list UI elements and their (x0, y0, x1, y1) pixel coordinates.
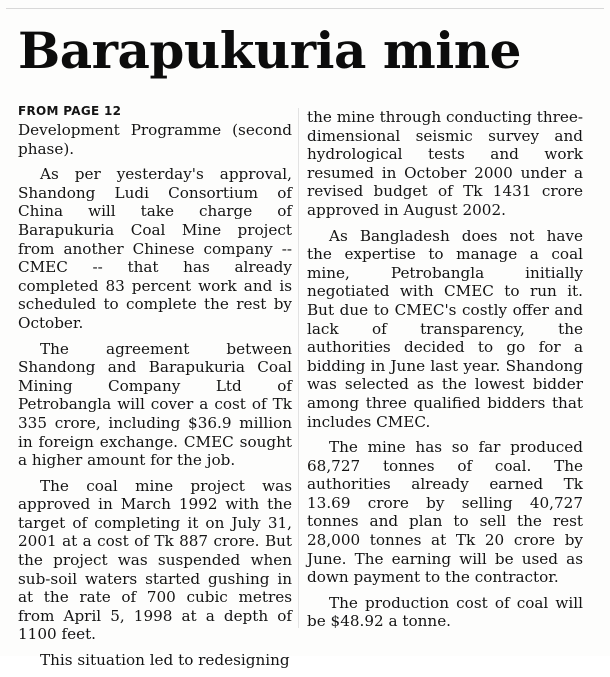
paragraph: The coal mine project was approved in March 1992 with the target of completing it on July 31, 2001 at a cost of Tk 887 crore. But the project was suspended when sub-soil waters started gushing in at the rate of 700 cubic metres from April 5, 1998 at a depth of 1100 feet. (18, 476, 292, 644)
paragraph: The production cost of coal will be $48.92 a tonne. (307, 593, 583, 631)
paragraph: The mine has so far produced 68,727 tonnes of coal. The authorities already earned Tk 13.69 crore by selling 40,727 tonnes and plan to sell the rest 28,000 tonnes at Tk 20 crore by June. The earning will be used as down payment to the contractor. (307, 438, 583, 587)
jump-label: FROM PAGE 12 (18, 104, 122, 118)
headline: Barapukuria mine (18, 21, 521, 80)
paragraph: This situation led to redesigning (40, 651, 290, 670)
paragraph: the mine through conducting three-dimensional seismic survey and hydrological tests and work resumed in October 2000 under a revised budget of Tk 1431 crore approved in August 2002. (307, 108, 583, 219)
paragraph: Development Programme (second phase). (18, 121, 292, 158)
paragraph: The agreement between Shandong and Barapukuria Coal Mining Company Ltd of Petrobangla will cover a cost of Tk 335 crore, including $36.9 million in foreign exchange. CMEC sought a higher amount for the job. (18, 339, 292, 470)
paragraph: As per yesterday's approval, Shandong Ludi Consortium of China will take charge of Barapukuria Coal Mine project from another Chinese company -- CMEC -- that has already completed 83 percent work and is scheduled to complete the rest by October. (18, 165, 292, 332)
right-column (307, 108, 583, 638)
column-divider (298, 108, 299, 628)
top-rule (6, 8, 604, 9)
paragraph: As Bangladesh does not have the expertise to manage a coal mine, Petrobangla initially negotiated with CMEC to run it. But due to CMEC's costly offer and lack of transparency, the authorities decided to go for a bidding in June last year. Shandong was selected as the lowest bidder among three qualified bidders that includes CMEC. (307, 226, 583, 431)
left-column (18, 103, 292, 677)
